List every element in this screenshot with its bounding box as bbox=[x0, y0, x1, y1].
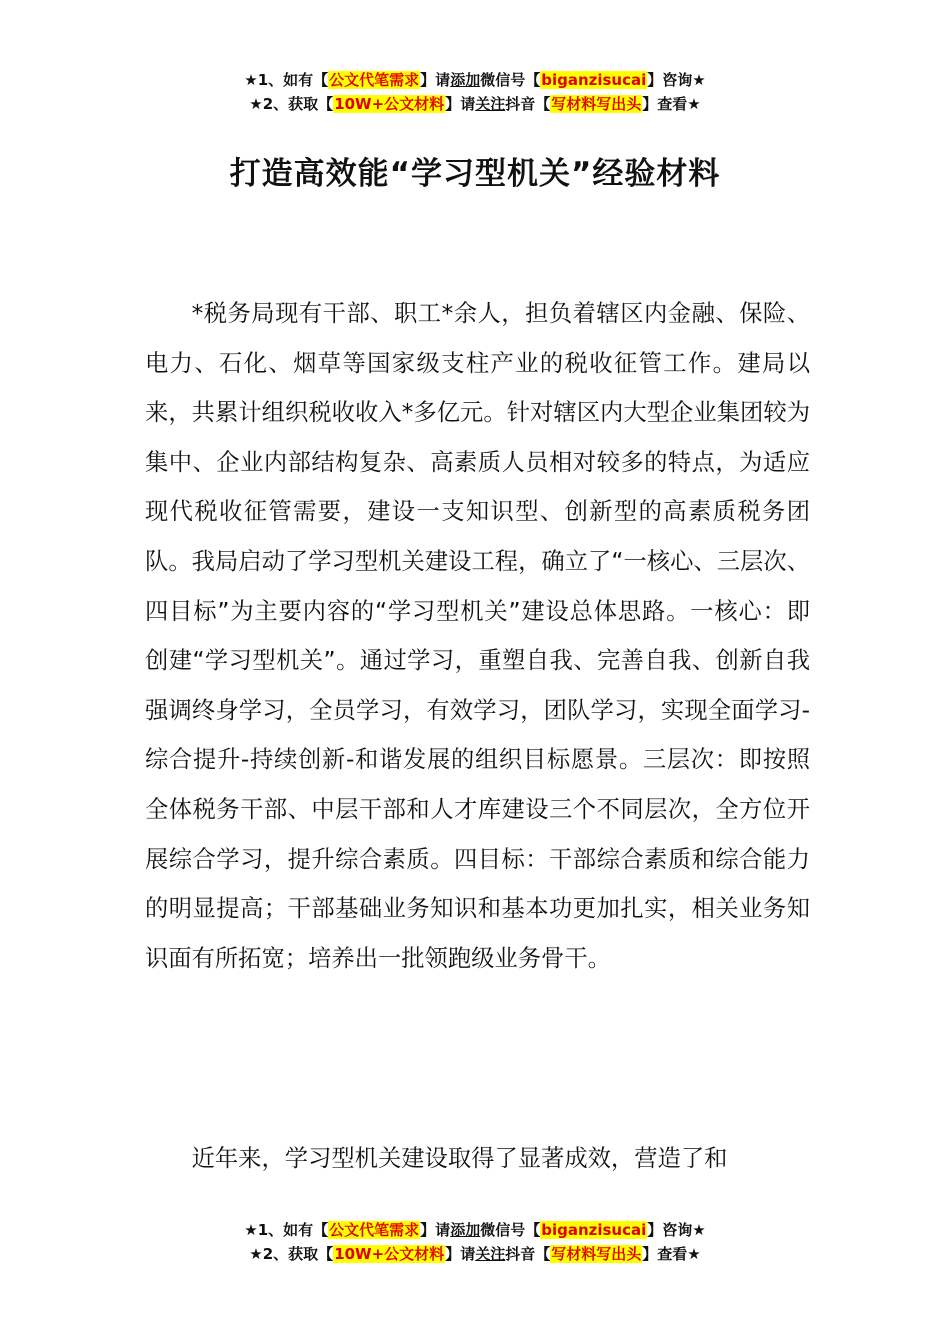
notice-line-2-underline: 关注 bbox=[475, 95, 506, 113]
footer-notice-line-1 bbox=[0, 1218, 950, 1242]
footer-line-2-underline: 关注 bbox=[475, 1245, 506, 1263]
notice-line-2 bbox=[0, 92, 950, 116]
notice-line-1-suffix: 】咨询★ bbox=[647, 71, 706, 89]
footer-line-1-middle-2: 微信号【 bbox=[480, 1221, 541, 1239]
footer-line-2-middle-2: 抖音【 bbox=[505, 1245, 551, 1263]
notice-line-1-highlight-service: 公文代笔需求 bbox=[329, 71, 420, 89]
notice-line-1-middle-2: 微信号【 bbox=[480, 71, 541, 89]
notice-line-2-highlight-douyin: 写材料写出头 bbox=[551, 95, 642, 113]
notice-line-2-highlight-materials: 10W+公文材料 bbox=[334, 95, 445, 113]
document-title: 打造高效能“学习型机关”经验材料 bbox=[229, 156, 721, 192]
body-paragraph-1: *税务局现有干部、职工*余人，担负着辖区内金融、保险、电力、石化、烟草等国家级支柱产业的税收征管工作。建局以来，共累计组织税收收入*多亿元。针对辖区内大型企业集团较为集中、企业内部结构复杂、高素质人员相对较多的特点，为适应现代税收征管需要，建设一支知识型、创新型的高素质税务团队。我局启动了学习型机关建设工程，确立了“一核心、三层次、四目标”为主要内容的“学习型机关”建设总体思路。一核心：即创建“学习型机关”。通过学习，重塑自我、完善自我、创新自我强调终身学习，全员学习，有效学习，团队学习，实现全面学习-综合提升-持续创新-和谐发展的组织目标愿景。三层次：即按照全体税务干部、中层干部和人才库建设三个不同层次，全方位开展综合学习，提升综合素质。四目标：干部综合素质和综合能力的明显提高；干部基础业务知识和基本功更加扎实，相关业务知识面有所拓宽；培养出一批领跑级业务骨干。 bbox=[145, 300, 810, 972]
footer-line-1-highlight-wechat: biganzisucai bbox=[541, 1221, 647, 1239]
notice-line-2-middle-2: 抖音【 bbox=[505, 95, 551, 113]
footer-line-2-highlight-douyin: 写材料写出头 bbox=[551, 1245, 642, 1263]
footer-line-1-highlight-service: 公文代笔需求 bbox=[329, 1221, 420, 1239]
footer-line-1-underline: 添加 bbox=[450, 1221, 481, 1239]
footer-line-1-prefix: ★1、如有【 bbox=[244, 1221, 329, 1239]
header-notice bbox=[0, 68, 950, 116]
notice-line-1-middle: 】请 bbox=[420, 71, 451, 89]
notice-line-1-underline: 添加 bbox=[450, 71, 481, 89]
footer-notice-line-2 bbox=[0, 1242, 950, 1266]
notice-line-2-suffix: 】查看★ bbox=[642, 95, 701, 113]
notice-line-1-highlight-wechat: biganzisucai bbox=[541, 71, 647, 89]
footer-line-1-suffix: 】咨询★ bbox=[647, 1221, 706, 1239]
notice-line-2-middle: 】请 bbox=[445, 95, 476, 113]
footer-line-2-middle: 】请 bbox=[445, 1245, 476, 1263]
notice-line-1 bbox=[0, 68, 950, 92]
notice-line-2-prefix: ★2、获取【 bbox=[249, 95, 334, 113]
notice-line-1-prefix: ★1、如有【 bbox=[244, 71, 329, 89]
footer-line-1-middle: 】请 bbox=[420, 1221, 451, 1239]
footer-line-2-highlight-materials: 10W+公文材料 bbox=[334, 1245, 445, 1263]
footer-line-2-suffix: 】查看★ bbox=[642, 1245, 701, 1263]
footer-line-2-prefix: ★2、获取【 bbox=[249, 1245, 334, 1263]
footer-notice bbox=[0, 1218, 950, 1266]
body-paragraph-2: 近年来，学习型机关建设取得了显著成效，营造了和 bbox=[191, 1145, 728, 1172]
